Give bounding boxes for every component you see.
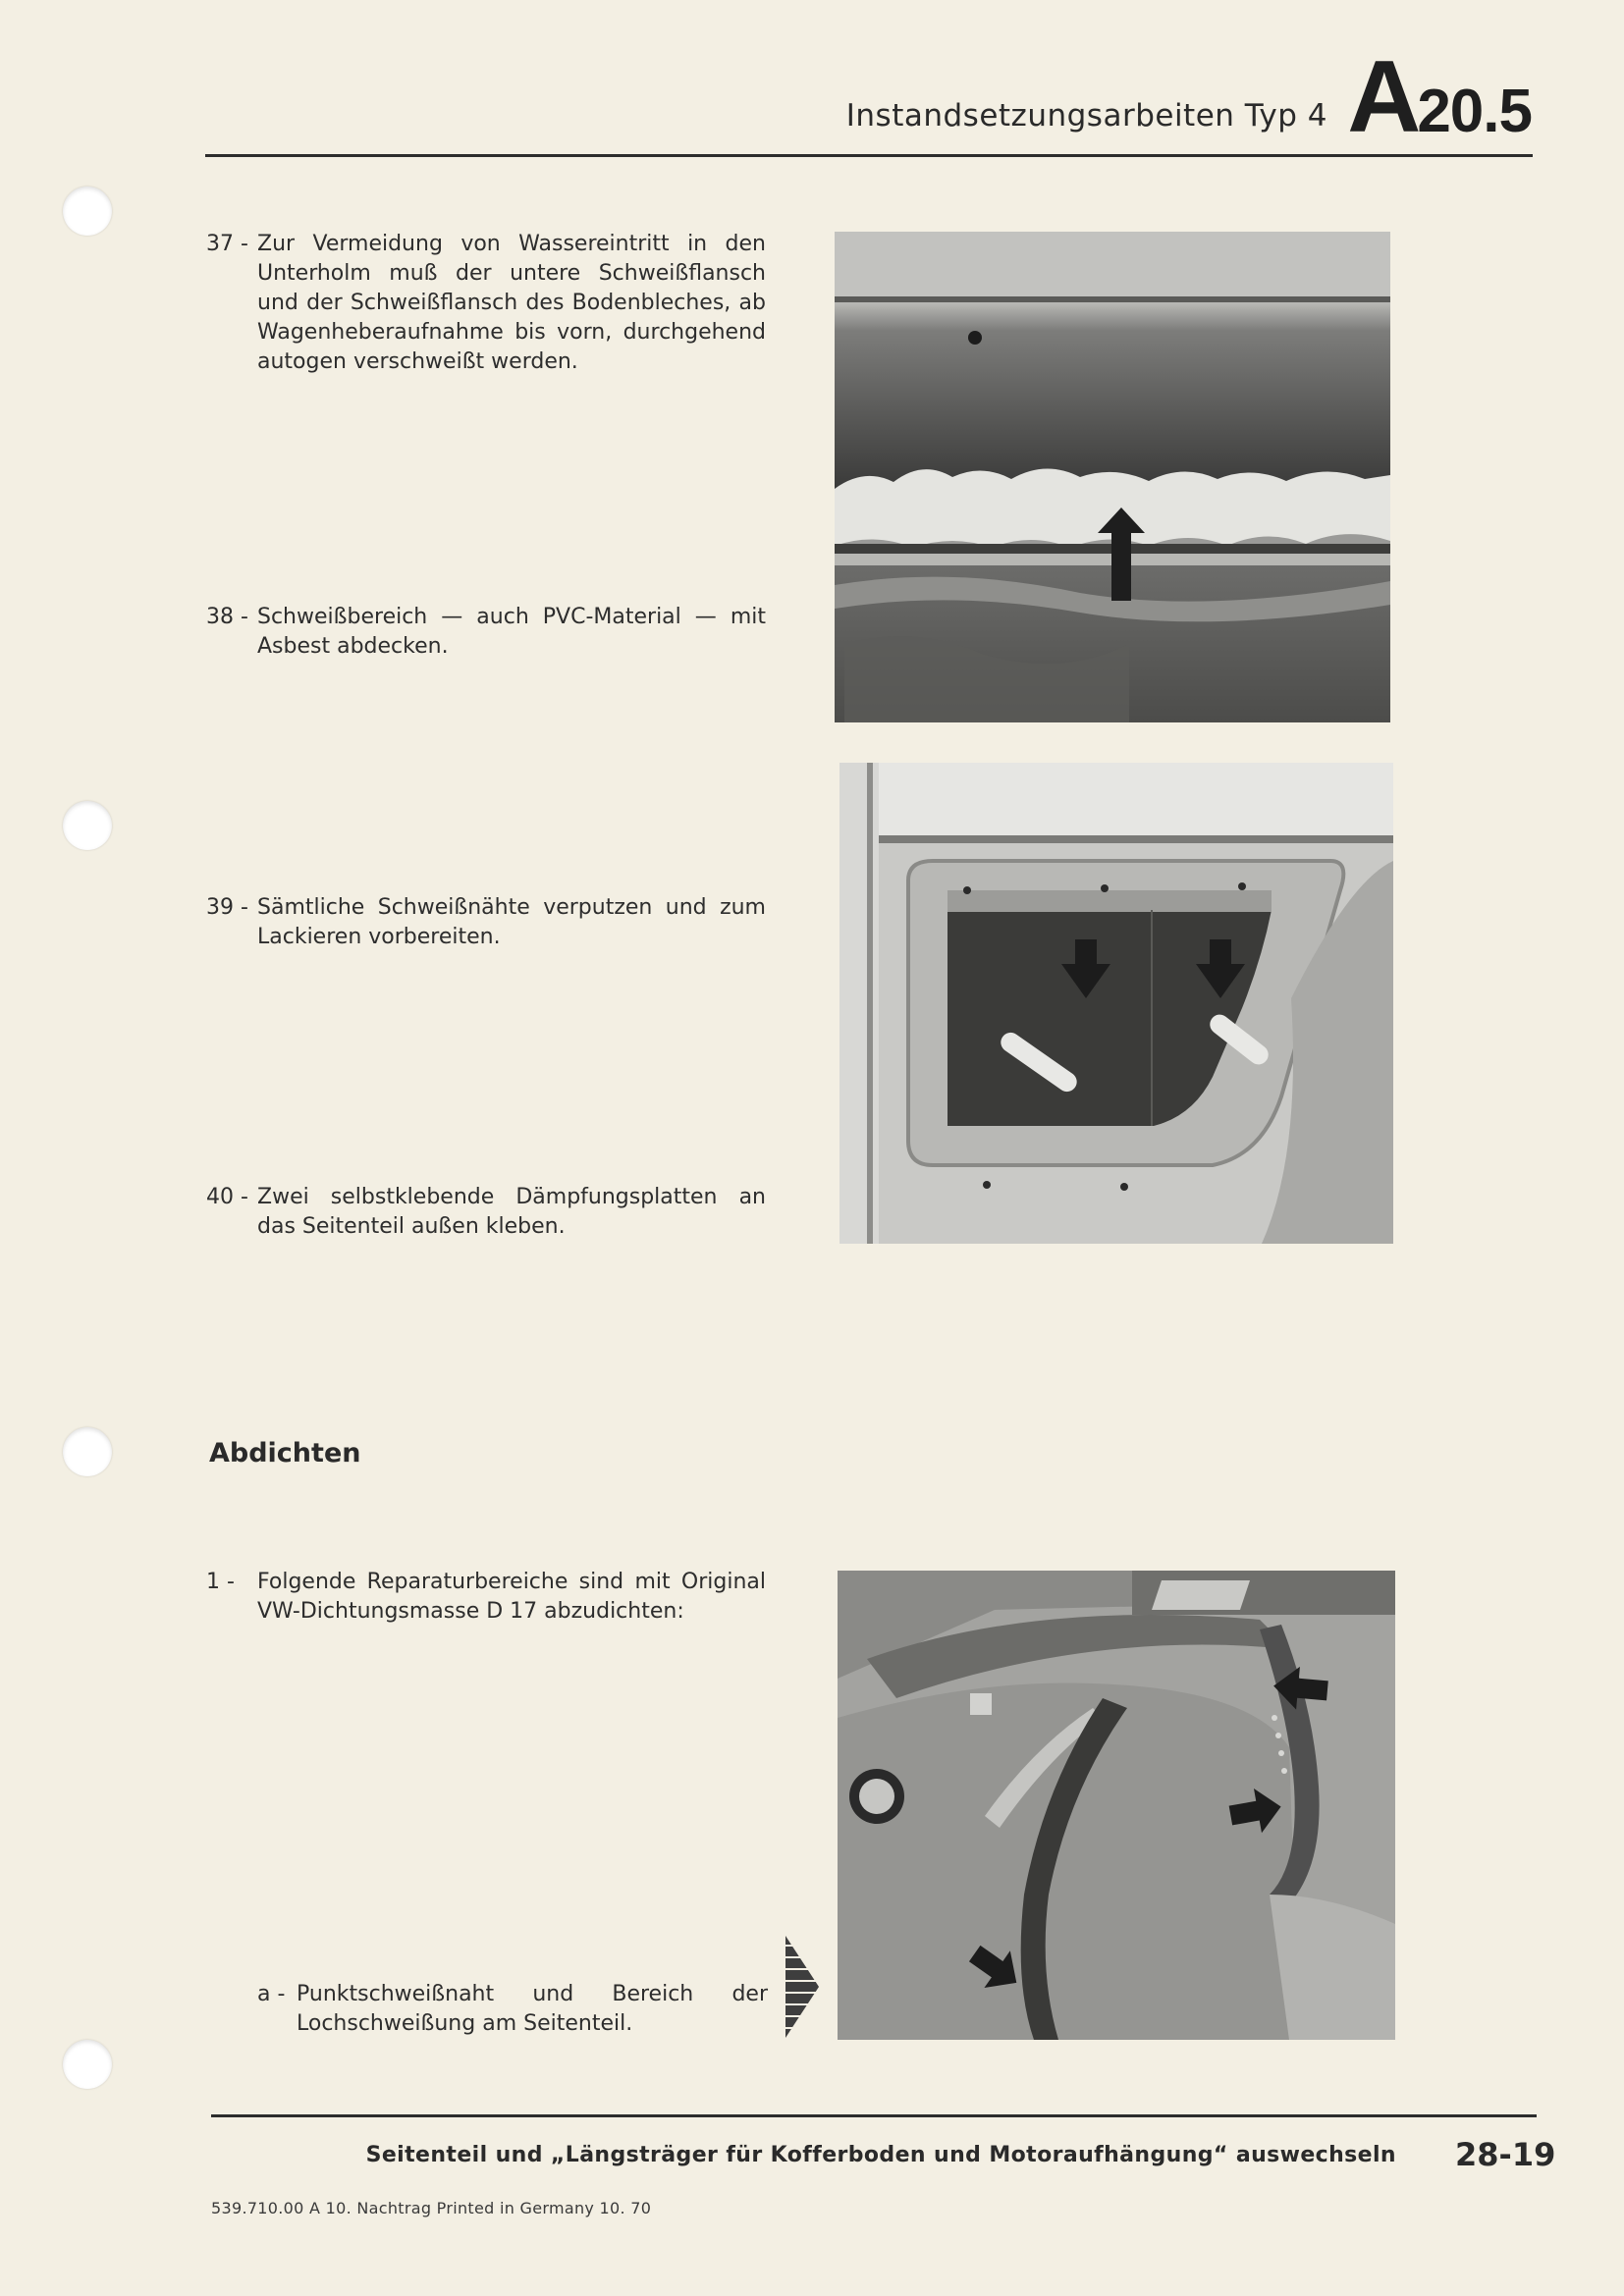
section-heading: Abdichten <box>209 1438 361 1468</box>
footer-rule <box>211 2114 1537 2117</box>
step-number: 1 - <box>206 1570 235 1594</box>
footer-title: Seitenteil und „Längsträger für Kofferboden und Motoraufhängung“ auswechseln <box>365 2143 1396 2167</box>
step-number: 37 - <box>206 232 248 256</box>
step-number: 38 - <box>206 605 248 629</box>
step-text: Sämtliche Schweißnähte verputzen und zum Lackieren vorbereiten. <box>257 895 766 949</box>
step-text: Zur Vermeidung von Wassereintritt in den Unterholm muß der untere Schweißflansch und der Schweißflansch des Bodenbleches, ab Wagenheberaufnahme bis vorn, durchgehend autogen verschweißt werden. <box>257 232 766 374</box>
photo-sill-weld-flange <box>835 232 1390 722</box>
step-37 <box>206 230 766 377</box>
page-number: 28-19 <box>1455 2136 1556 2173</box>
substep-a <box>257 1980 768 2039</box>
punch-hole <box>63 1427 112 1476</box>
photo-damping-plates <box>839 763 1393 1244</box>
section-code-letter: A <box>1347 40 1418 154</box>
step-text: Folgende Reparaturbereiche sind mit Original VW-Dichtungsmasse D 17 abzudichten: <box>257 1570 766 1624</box>
step-1 <box>206 1568 766 1627</box>
header-rule <box>205 154 1533 157</box>
header-title: Instandsetzungsarbeiten Typ 4 <box>845 98 1327 133</box>
section-code-number: 20.5 <box>1417 78 1532 145</box>
step-number: 39 - <box>206 895 248 920</box>
imprint: 539.710.00 A 10. Nachtrag Printed in Germany 10. 70 <box>211 2199 652 2217</box>
step-text: Zwei selbstklebende Dämpfungsplatten an das Seitenteil außen kleben. <box>257 1185 766 1239</box>
step-number: 40 - <box>206 1185 248 1209</box>
punch-hole <box>63 801 112 850</box>
step-text: Punktschweißnaht und Bereich der Lochschweißung am Seitenteil. <box>297 1982 768 2036</box>
step-number: a - <box>257 1982 286 2006</box>
punch-hole <box>63 2040 112 2089</box>
step-text: Schweißbereich — auch PVC-Material — mit Asbest abdecken. <box>257 605 766 659</box>
step-40 <box>206 1183 766 1242</box>
margin-arrow-icon <box>785 1936 819 2038</box>
section-code <box>1347 39 1532 156</box>
step-38 <box>206 603 766 662</box>
step-39 <box>206 893 766 952</box>
punch-hole <box>63 187 112 236</box>
photo-sealing-areas <box>838 1571 1395 2040</box>
